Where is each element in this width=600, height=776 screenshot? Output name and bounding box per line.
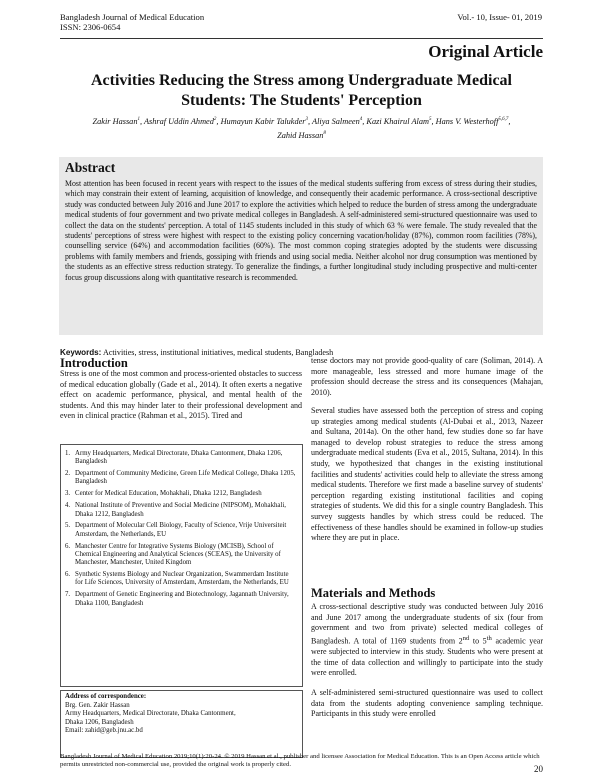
affiliation-number: 1. (65, 450, 71, 457)
correspondence-box (60, 690, 303, 758)
author-affiliation-ref: 5,6,7 (498, 117, 509, 122)
title-line-1: Activities Reducing the Stress among Undergraduate Medical (91, 72, 512, 89)
methods-text: to 5 (469, 636, 487, 646)
keywords-label: Keywords: (60, 348, 102, 357)
volume-issue: Vol.- 10, Issue- 01, 2019 (457, 12, 542, 22)
correspondence-address-line: Army Headquarters, Medical Directorate, Dhaka Cantonment, (65, 710, 236, 717)
affiliation-item (65, 522, 298, 539)
affiliation-text: Army Headquarters, Medical Directorate, Dhaka Cantonment, Dhaka 1206, Bangladesh (75, 450, 283, 466)
header-rule (60, 38, 543, 39)
page-number: 20 (534, 764, 543, 774)
correspondence-address-line: Dhaka 1206, Bangladesh (65, 718, 134, 726)
affiliation-text: Center for Medical Education, Mohakhali, Dhaka 1212, Bangladesh (75, 490, 262, 498)
intro-paragraph-2: Several studies have assessed both the perception of stress and coping up strategies among medical students (Al-Dubai et al., 2013, Nazeer and Sultana, 2014a). On the other hand, few studies done so far have managed to develop robust strategies to reduce the stress among undergraduate medical students (Eva et al., 2015, Sultana, 2014). In this study, we hypothesized that changes in the existing institutional facilities and students' activities could help to alleviate the stress among medical students. Therefore we first made a baseline survey of students' perception regarding existing institutional facilities and coping strategies of students. We did this for a single country Bangladesh. This survey suggests handles by which stress could be reduced. The effectiveness of these handles should be examined in follow-up studies where they are put in place. (311, 406, 543, 543)
journal-issn: ISSN: 2306-0654 (60, 22, 121, 32)
author-name: Kazi Khairul Alam (366, 116, 429, 126)
abstract-box (59, 157, 543, 335)
affiliation-text: Department of Molecular Cell Biology, Faculty of Science, Vrije Universiteit Amsterdam, the Netherlands, EU (75, 522, 287, 538)
affiliation-item (65, 502, 298, 519)
affiliation-text: Department of Community Medicine, Green Life Medical College, Dhaka 1205, Bangladesh (75, 470, 296, 486)
methods-text: A cross-sectional descriptive study was conducted between July 2016 and June 2017 among the undergraduate students of six (four from government and two from private) selected medical colleges of Bangladesh. A total of 1169 students from 2 (311, 602, 543, 646)
introduction-heading: Introduction (60, 356, 128, 370)
affiliation-item (65, 470, 298, 487)
affiliation-number: 6. (65, 571, 71, 579)
methods-paragraph-2: A self-administered semi-structured questionnaire was used to collect data from the students adopting convenience sampling technique. Participants in this study were enrolled (311, 688, 543, 719)
author-affiliation-ref: 3 (305, 117, 309, 122)
correspondence-heading: Address of correspondence: (65, 693, 147, 700)
affiliations-box (60, 444, 303, 687)
methods-text: academic year were subjected to interview in this study. Students who were present at the time of data collection and willingly to participate into the study were enrolled. (311, 636, 543, 678)
correspondence-email: Email: zahid@geb.jnu.ac.bd (65, 727, 143, 734)
correspondence-name: Brg. Gen. Zakir Hassan (65, 701, 130, 709)
affiliations-list (65, 450, 298, 608)
affiliation-item (65, 490, 298, 498)
introduction-text: Stress is one of the most common and process-oriented obstacles to success of medical education globally (Gade et al., 2014). It often exerts a negative effect on academic performance, physical, and mental health of the students. And this may hinder later to their professional development and even in clinical practice (Rahman et al., 2015). Tired and (60, 369, 302, 421)
journal-header (60, 12, 204, 32)
affiliation-text: Department of Genetic Engineering and Biotechnology, Jagannath University, Dhaka 1100, Bangladesh (75, 591, 289, 607)
affiliation-number: 4. (65, 502, 71, 510)
author-name: Ashraf Uddin Ahmed (143, 116, 214, 126)
affiliation-text: National Institute of Preventive and Social Medicine (NIPSOM), Mohakhali, Dhaka 1212, Bangladesh (75, 502, 286, 518)
abstract-text: Most attention has been focused in recent years with respect to the issues of the medical students suffering from excess of stress during their studies, which may constrain their extent of learning, acquisition of knowledge, and consequently their academic performance. A cross-sectional descriptive study was conducted between July 2016 and June 2017 to explore the activities which helped to reduce the burden of stress among the undergraduate medical students of four government and two private medical colleges in Bangladesh. A self-administered semi-structured questionnaire was used to collect the data on the students' perception. A total of 1145 students included in this study of which 63 % were female. The study revealed that the students' perceptions of stress were highest with respect to the existing policy concerning vacation/holiday (87%), common room facilities (78%), counselling service (64%) and accommodation facilities (60%). The most common coping strategies adopted by the students were discussing problems with family members and friends, gossiping with friends and using social media. Neither alcohol nor drug consumption was mentioned by the students as an effective stress reduction strategy. To generalize the findings, a further longitudinal study including prospective and multi-center focus group discussions along with quantitative research is recommended. (65, 179, 537, 282)
affiliation-number: 7. (65, 591, 71, 599)
affiliation-number: 5. (65, 522, 71, 530)
author-affiliation-ref: 5 (428, 117, 432, 122)
author-affiliation-ref: 8 (323, 130, 326, 136)
author-affiliation-ref: 4 (359, 117, 363, 122)
author-name: Humayun Kabir Talukder (220, 116, 306, 126)
affiliation-item (65, 571, 298, 588)
intro-paragraph-continued: tense doctors may not provide good-quality of care (Soliman, 2014). A more manageable, less stressed and more humane image of the profession should decrease the stress and its consequences (Mahajan, 2010). (311, 356, 543, 397)
keywords-text: Activities, stress, institutional initiatives, medical students, Bangladesh (102, 348, 334, 357)
ordinal-suffix: nd (462, 634, 470, 642)
author-name: Aliya Salmeen (312, 116, 360, 126)
ordinal-suffix: th (486, 634, 492, 642)
affiliation-number: 6. (65, 542, 71, 550)
author-name: Zahid Hassan (277, 130, 324, 140)
article-type: Original Article (428, 42, 543, 61)
affiliation-item (65, 591, 298, 608)
author-affiliation-ref: 1 (137, 117, 140, 122)
affiliation-text: Manchester Centre for Integrative Systems Biology (MCISB), School of Chemical Engineering and Analytical Sciences (SCEAS), the University of Manchester, Manchester, United Kingdom (75, 542, 281, 567)
affiliation-text: Synthetic Systems Biology and Nuclear Organization, Swammerdam Institute for Life Sciences, University of Amsterdam, Amsterdam, the Netherlands, EU (75, 571, 289, 587)
author-name: Zakir Hassan (92, 116, 138, 126)
affiliation-item (65, 543, 298, 568)
affiliation-number: 2. (65, 470, 71, 478)
affiliation-number: 3. (65, 490, 71, 498)
journal-name: Bangladesh Journal of Medical Education (60, 12, 205, 22)
methods-heading: Materials and Methods (311, 586, 436, 600)
methods-paragraph-1 (311, 602, 543, 679)
title-line-2: Students: The Students' Perception (181, 92, 422, 109)
affiliation-item (65, 450, 298, 467)
author-name: Hans V. Westerhoff (435, 116, 499, 126)
footer-citation: Bangladesh Journal of Medical Education 2019;10(1):20-24. © 2019 Hassan et al., publisher and licensee Association for Medical Education. This is an Open Access article which permits unrestricted non-commercial use, provided the original work is properly cited. (60, 753, 540, 769)
author-list: Zakir Hassan$^1$, Ashraf Uddin Ahmed$^2$, Humayun Kabir Talukder$^3$, Aliya Salmeen$^4$, Kazi Khairul Alam$^5$, Hans V. Westerhoff$^{5,6,7}$, Zahid Hassan$^8$ (92, 116, 511, 140)
article-title (60, 71, 543, 111)
author-affiliation-ref: 2 (213, 117, 217, 122)
abstract-heading: Abstract (65, 160, 116, 175)
